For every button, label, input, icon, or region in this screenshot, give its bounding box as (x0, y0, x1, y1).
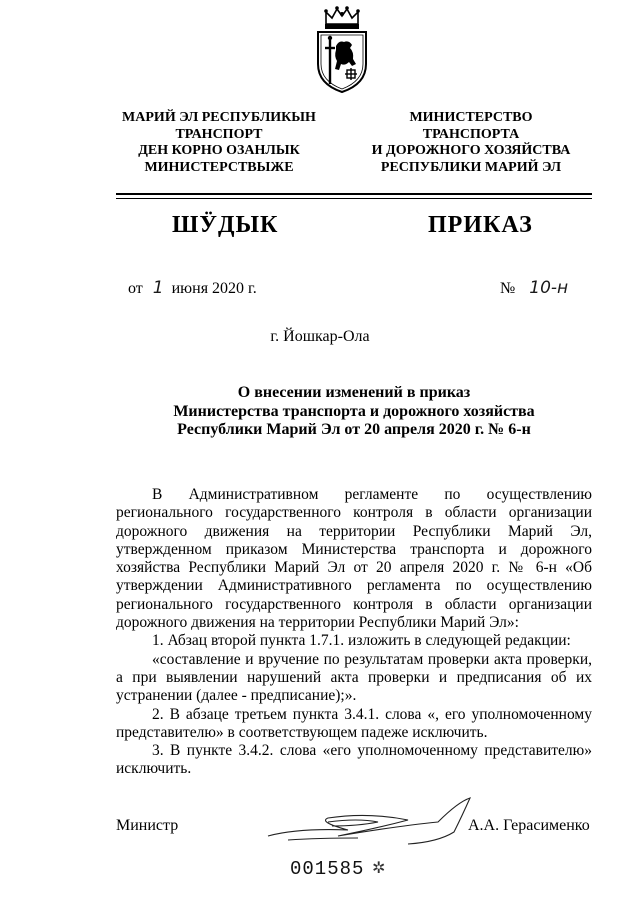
signer-name: А.А. Герасименко (468, 817, 590, 834)
serial-mark-icon: ✲ (372, 860, 386, 877)
header-right-line: РЕСПУБЛИКИ МАРИЙ ЭЛ (380, 159, 562, 175)
header-left-line: ДЕН КОРНО ОЗАНЛЫК (138, 143, 300, 158)
body-paragraph: В Административном регламенте по осуществлению регионального государственного контроля в области организации дорожного движения на территории Республики Марий Эл, утвержденном приказом Министерства транспорта и дорожного хозяйства Республики Марий Эл от 20 апреля 2020 г. № 6-н «Об утверждении Административного регламента по осуществлению регионального государственного контроля в области организации дорожного движения на территории Республики Марий Эл»: (116, 486, 592, 632)
header-right-line: И ДОРОЖНОГО ХОЗЯЙСТВА (371, 143, 571, 158)
header-right-line: МИНИСТЕРСТВО (409, 110, 533, 125)
date-prefix: от (128, 280, 143, 297)
date-day-handwritten: 1 (152, 278, 164, 298)
date-line (128, 278, 257, 298)
header-left-line: ТРАНСПОРТ (175, 126, 263, 142)
body-paragraph: 1. Абзац второй пункта 1.7.1. изложить в следующей редакции: (152, 632, 571, 650)
coat-of-arms-icon (312, 4, 372, 96)
document-title (116, 384, 592, 440)
header-right-line: ТРАНСПОРТА (422, 126, 520, 142)
body-paragraph: 3. В пункте 3.4.2. слова «его уполномоченному представителю» исключить. (116, 742, 592, 778)
title-line: Республики Марий Эл от 20 апреля 2020 г. № 6-н (177, 421, 531, 438)
body-paragraph: 2. В абзаце третьем пункта 3.4.1. слова «, его уполномоченному представителю» в соответствующем падеже исключить. (116, 705, 592, 741)
header-left-line: МАРИЙ ЭЛ РЕСПУБЛИКЫН (122, 110, 316, 125)
body-paragraph: «составление и вручение по результатам проверки акта проверки, а при выявлении нарушений акта проверки и предписания об их устранении (далее - предписание);». (116, 650, 592, 705)
handwritten-signature-icon (258, 792, 498, 848)
doc-type-mari: ШӰДЫК (172, 212, 279, 238)
number-line (500, 278, 568, 298)
serial-number: 001585 (290, 858, 365, 880)
title-line: О внесении изменений в приказ (237, 384, 471, 401)
header-divider-thin (116, 198, 592, 199)
header-right (352, 110, 590, 176)
document-body (116, 486, 592, 779)
doc-type-russian: ПРИКАЗ (428, 212, 533, 238)
header-left-line: МИНИСТЕРСТВЫЖЕ (144, 159, 294, 175)
number-label: № (500, 280, 516, 297)
signer-position: Министр (116, 817, 179, 834)
header-divider (116, 193, 592, 195)
number-value-handwritten: 10-н (529, 278, 569, 298)
header-left (100, 110, 338, 176)
city: г. Йошкар-Ола (270, 328, 370, 345)
title-line: Министерства транспорта и дорожного хозяйства (173, 402, 535, 420)
date-rest: июня 2020 г. (171, 280, 257, 297)
